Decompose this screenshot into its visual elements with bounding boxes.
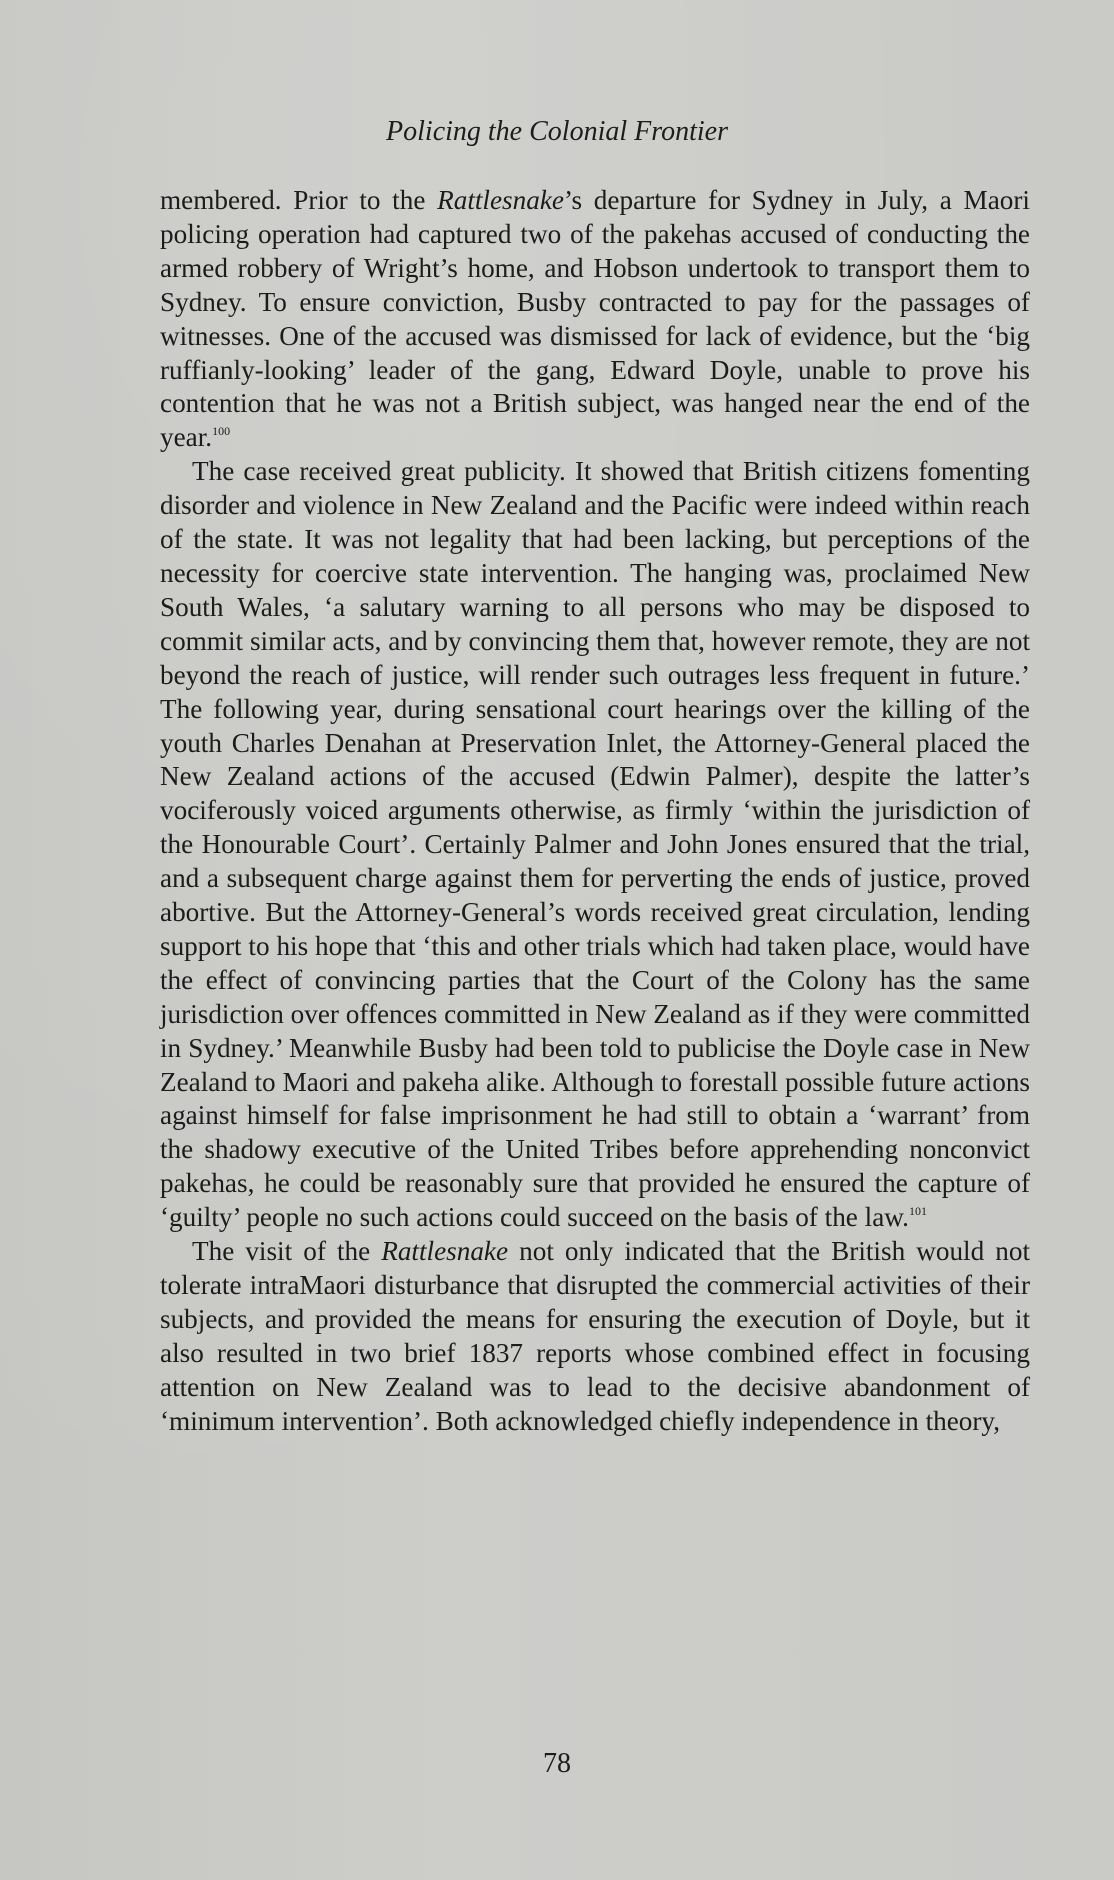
ship-name-italic: Rattlesnake <box>437 185 564 215</box>
ship-name-italic: Rattlesnake <box>381 1236 509 1267</box>
running-head: Policing the Colonial Frontier <box>386 116 728 147</box>
footnote-ref: 101 <box>908 1204 927 1219</box>
text-span: ’s departure for Sydney in July, a Maori policing operation had captured two of the pakehas accused of conducting the armed robbery of Wright’s home, and Hobson undertook to transport them to Sydney. To ensure conviction, Busby contracted to pay for the passages of witnesses. One of the accused was dismissed for lack of evidence, but the ‘big ruffianly-looking’ leader of the gang, Edward Doyle, unable to prove his contention that he was not a British subject, was hanged near the end of the year. <box>160 185 1030 453</box>
paragraph <box>160 184 1030 455</box>
text-span: membered. Prior to the <box>160 185 438 215</box>
paragraph <box>160 455 1030 1235</box>
text-span: The case received great publicity. It showed that British citizens fomenting disorder and violence in New Zealand and the Pacific were indeed within reach of the state. It was not legality that had been lacking, but perceptions of the necessity for coercive state intervention. The hanging was, proclaimed New South Wales, ‘a salutary warning to all persons who may be disposed to commit similar acts, and by convincing them that, however remote, they are not beyond the reach of justice, will render such outrages less frequent in future.’ The following year, during sensational court hearings over the killing of the youth Charles Denahan at Preservation Inlet, the Attorney-General placed the New Zealand actions of the accused (Edwin Palmer), despite the latter’s vociferously voiced arguments otherwise, as firmly ‘within the jurisdiction of the Honourable Court’. Certainly Palmer and John Jones ensured that the trial, and a subsequent charge against them for perverting the ends of justice, proved abortive. But the Attorney-General’s words received great circulation, lending support to his hope that ‘this and other trials which had taken place, would have the effect of convincing parties that the Court of the Colony has the same jurisdiction over offences committed in New Zealand as if they were committed in Sydney.’ Meanwhile Busby had been told to publicise the Doyle case in New Zealand to Maori and pakeha alike. Although to forestall possible future actions against himself for false imprisonment he had still to obtain a ‘warrant’ from the shadowy executive of the United Tribes before apprehending nonconvict pakehas, he could be reasonably sure that provided he ensured the capture of ‘guilty’ people no such actions could succeed on the basis of the law. <box>160 456 1030 1233</box>
page-number: 78 <box>543 1748 571 1779</box>
paragraph <box>160 1235 1030 1438</box>
text-span: The visit of the <box>192 1236 382 1267</box>
footnote-ref: 100 <box>212 424 231 439</box>
text-span: not only indicated that the British would not tolerate intraMaori disturbance that disrupted the commercial activities of their subjects, and provided the means for ensuring the execution of Doyle, but it also resulted in two brief 1837 reports whose combined effect in focusing attention on New Zealand was to lead to the decisive abandonment of ‘minimum intervention’. Both acknowledged chiefly independence in theory, <box>160 1236 1030 1436</box>
body-text <box>160 184 1030 1439</box>
